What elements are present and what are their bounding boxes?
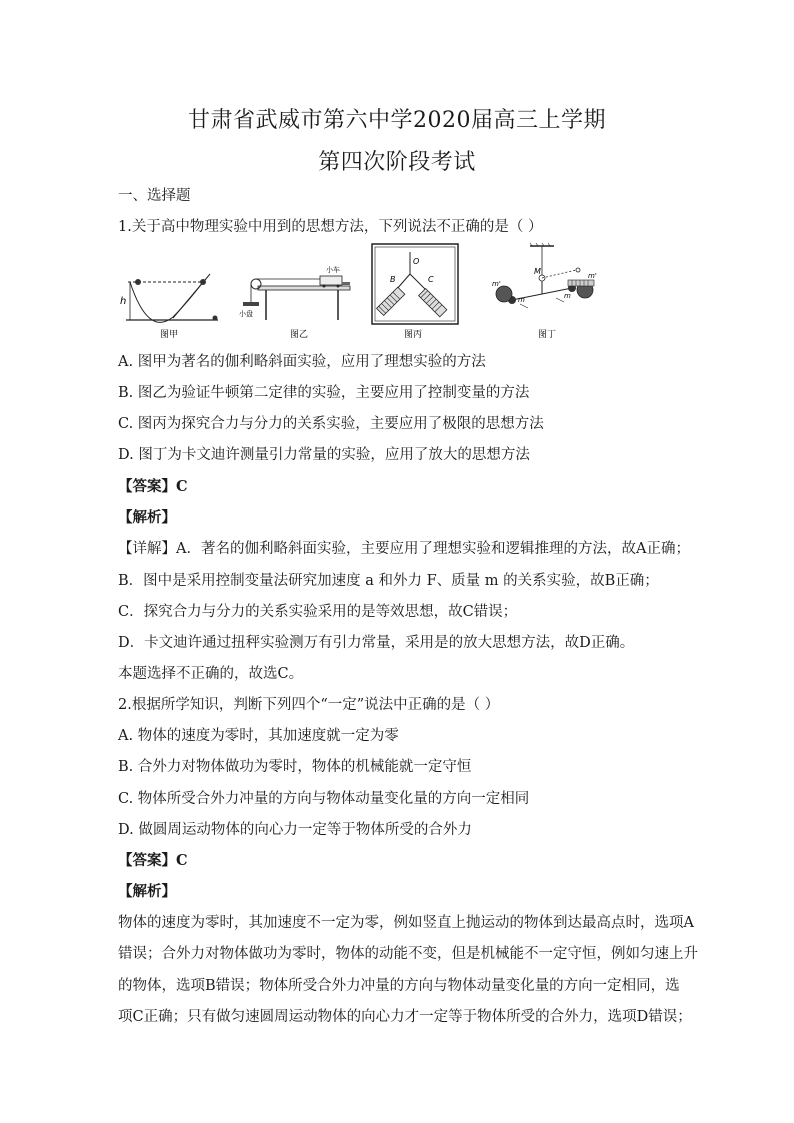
figure-yi-tray-label: 小盘 [239, 310, 253, 318]
figure-bing-c-label: C [428, 275, 434, 284]
figure-jia-h-label: h [120, 296, 127, 307]
figure-yi [238, 242, 353, 342]
q1-detail-d: D．卡文迪许通过扭秤实验测万有引力常量，采用是的放大思想方法，故D正确。 [118, 635, 635, 651]
document-title-line1: 甘肃省武威市第六中学2020届高三上学期 [188, 108, 606, 133]
figure-bing-o-label: O [413, 257, 420, 266]
q2-explanation-line1: 物体的速度为零时，其加速度不一定为零，例如竖直上抛运动的物体到达最高点时，选项A [118, 915, 694, 931]
figure-ding-m2-label: m' [588, 272, 597, 280]
q2-explanation-line2: 错误；合外力对物体做功为零时，物体的动能不变，但是机械能不一定守恒，例如匀速上升 [118, 946, 698, 962]
figure-ding-m3-label: m [518, 296, 525, 304]
figure-yi-car-label: 小车 [326, 266, 340, 274]
figure-ding-caption: 图丁 [538, 330, 557, 340]
figure-bing-b-label: B [390, 275, 396, 284]
q1-option-c: C. 图丙为探究合力与分力的关系实验，主要应用了极限的思想方法 [118, 416, 544, 432]
q2-explanation-line3: 的物体，选项B错误；物体所受合外力冲量的方向与物体动量变化量的方向一定相同，选 [118, 978, 680, 994]
figure-jia [118, 242, 223, 342]
q1-stem: 1.关于高中物理实验中用到的思想方法，下列说法不正确的是（ ） [118, 219, 543, 235]
section-heading: 一、选择题 [118, 188, 191, 204]
q1-conclusion: 本题选择不正确的，故选C。 [118, 666, 304, 682]
q1-figures [118, 242, 598, 342]
q2-option-c: C. 物体所受合外力冲量的方向与物体动量变化量的方向一定相同 [118, 791, 530, 807]
q1-answer: 【答案】C [118, 478, 188, 495]
figure-bing [370, 242, 462, 342]
q2-option-b: B. 合外力对物体做功为零时，物体的机械能就一定守恒 [118, 759, 472, 775]
q1-option-d: D. 图丁为卡文迪许测量引力常量的实验，应用了放大的思想方法 [118, 447, 530, 463]
figure-ding-m4-label: m [564, 292, 571, 300]
q1-option-a: A. 图甲为著名的伽利略斜面实验，应用了理想实验的方法 [118, 354, 486, 370]
document-title-line2: 第四次阶段考试 [318, 150, 476, 175]
q2-option-d: D. 做圆周运动物体的向心力一定等于物体所受的合外力 [118, 822, 472, 838]
q1-detail-b: B．图中是采用控制变量法研究加速度 a 和外力 F、质量 m 的关系实验，故B正确； [118, 573, 659, 589]
q2-option-a: A. 物体的速度为零时，其加速度就一定为零 [118, 728, 399, 744]
figure-jia-caption: 图甲 [160, 330, 179, 340]
figure-ding [490, 242, 598, 342]
figure-yi-caption: 图乙 [290, 330, 309, 340]
q2-answer: 【答案】C [118, 852, 188, 869]
figure-ding-m-label: M [534, 267, 541, 276]
q1-detail-c: C．探究合力与分力的关系实验采用的是等效思想，故C错误； [118, 604, 518, 620]
figure-bing-caption: 图丙 [404, 330, 423, 340]
figure-ding-m1-label: m' [492, 280, 501, 288]
q2-analysis-heading: 【解析】 [118, 883, 176, 900]
q2-stem: 2.根据所学知识，判断下列四个“一定”说法中正确的是（ ） [118, 697, 500, 713]
q2-explanation-line4: 项C正确；只有做匀速圆周运动物体的向心力才一定等于物体所受的合外力，选项D错误； [118, 1009, 692, 1025]
q1-option-b: B. 图乙为验证牛顿第二定律的实验，主要应用了控制变量的方法 [118, 385, 530, 401]
q1-detail-a: 【详解】A．著名的伽利略斜面实验，主要应用了理想实验和逻辑推理的方法，故A正确； [118, 541, 690, 557]
q1-analysis-heading: 【解析】 [118, 509, 176, 526]
